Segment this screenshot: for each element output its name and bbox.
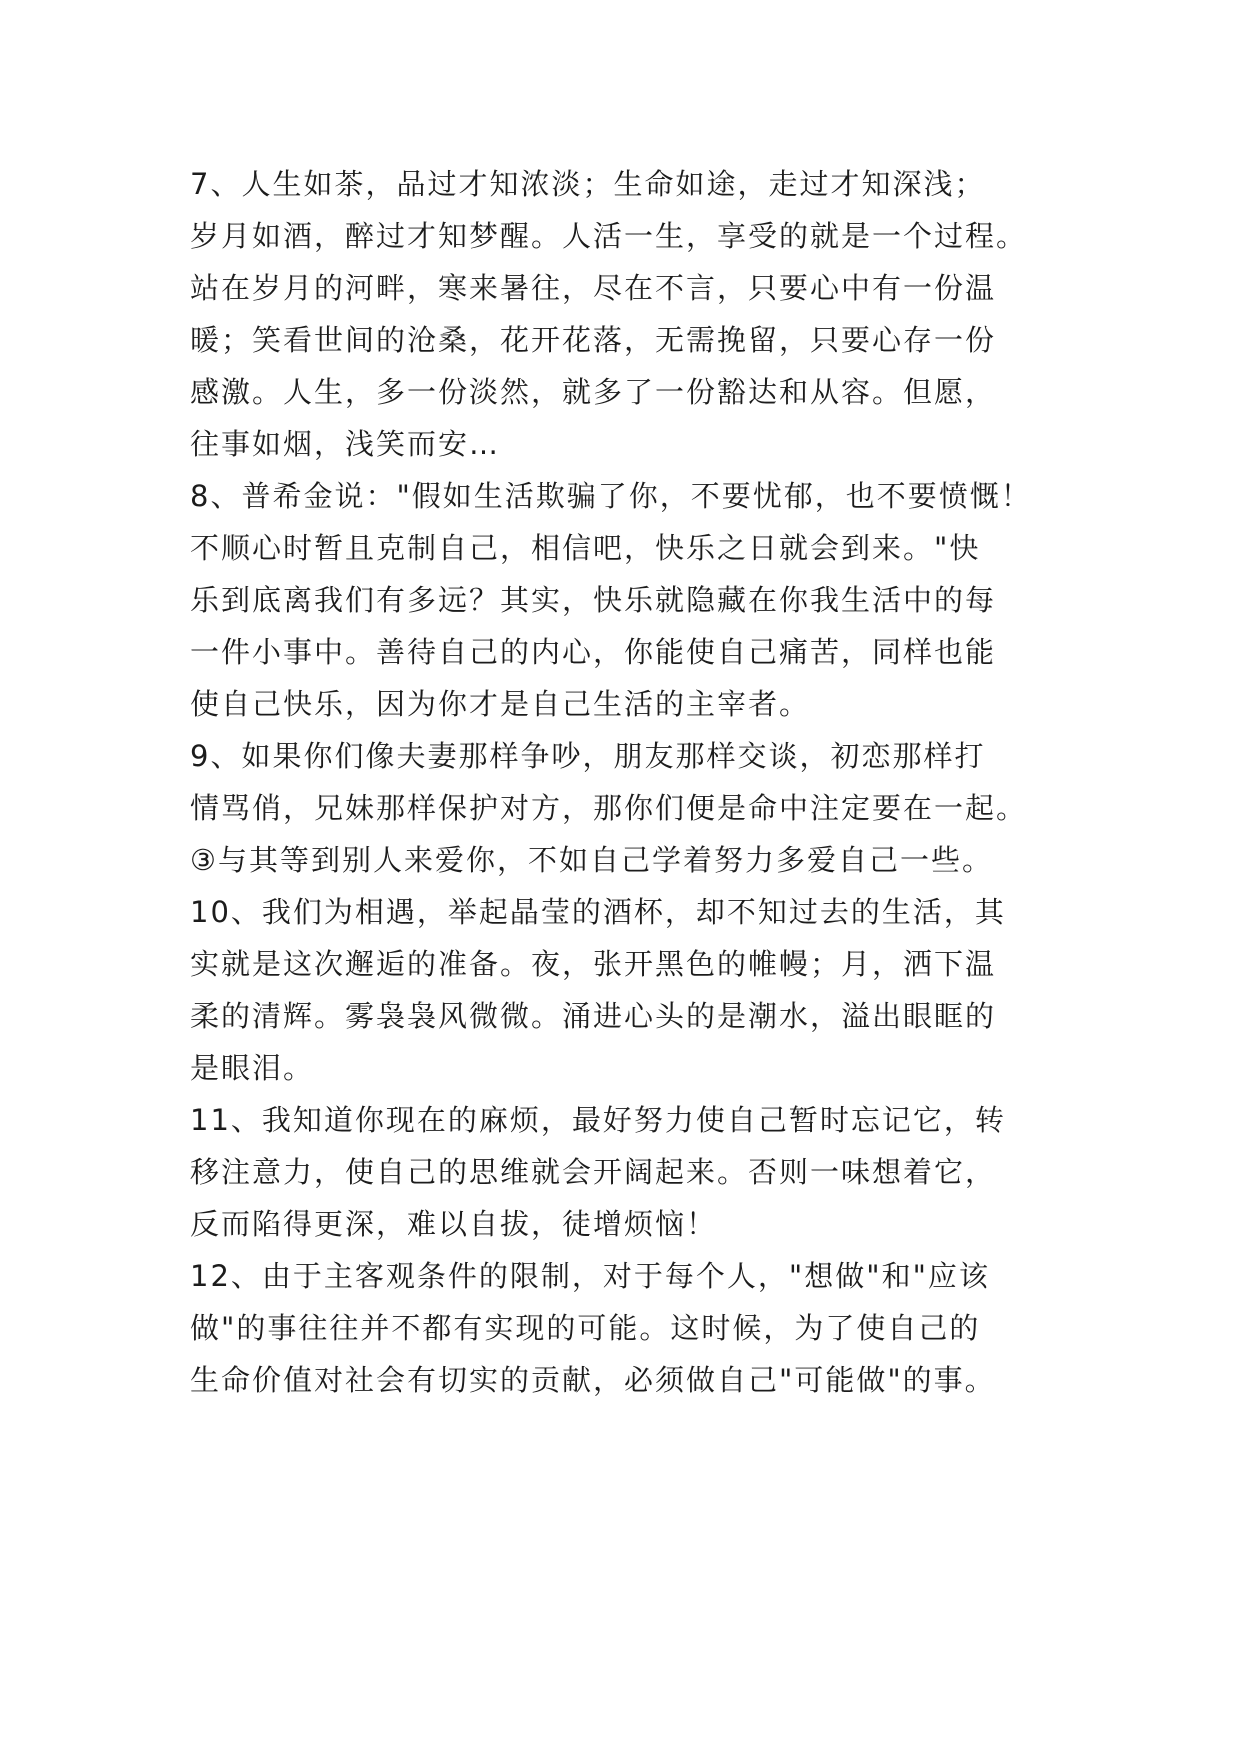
- text-line: 感激。人生，多一份淡然，就多了一份豁达和从容。但愿，: [190, 375, 997, 409]
- text-line: 是眼泪。: [190, 1051, 315, 1085]
- text-line: ③与其等到别人来爱你，不如自己学着努力多爱自己一些。: [190, 843, 993, 877]
- text-line: 7、人生如茶，品过才知浓淡；生命如途，走过才知深浅；: [190, 167, 986, 201]
- text-line: 使自己快乐，因为你才是自己生活的主宰者。: [190, 687, 811, 721]
- text-line: 柔的清辉。雾袅袅风微微。涌进心头的是潮水，溢出眼眶的: [190, 999, 997, 1033]
- text-line: 站在岁月的河畔，寒来暑往，尽在不言，只要心中有一份温: [190, 271, 997, 305]
- text-line: 暖；笑看世间的沧桑，花开花落，无需挽留，只要心存一份: [190, 323, 997, 357]
- text-line: 情骂俏，兄妹那样保护对方，那你们便是命中注定要在一起。: [190, 791, 1028, 825]
- text-line: 移注意力，使自己的思维就会开阔起来。否则一味想着它，: [190, 1155, 997, 1189]
- text-line: 10、我们为相遇，举起晶莹的酒杯，却不知过去的生活，其: [190, 895, 1006, 929]
- text-line: 反而陷得更深，难以自拔，徒增烦恼！: [190, 1207, 718, 1241]
- text-line: 12、由于主客观条件的限制，对于每个人，"想做"和"应该: [190, 1259, 990, 1293]
- text-line: 不顺心时暂且克制自己，相信吧，快乐之日就会到来。"快: [190, 531, 981, 565]
- text-line: 做"的事往往并不都有实现的可能。这时候，为了使自己的: [190, 1311, 981, 1345]
- text-line: 9、如果你们像夫妻那样争吵，朋友那样交谈，初恋那样打: [190, 739, 986, 773]
- document-body: [190, 158, 1090, 1406]
- text-line: 乐到底离我们有多远？其实，快乐就隐藏在你我生活中的每: [190, 583, 997, 617]
- text-line: 往事如烟，浅笑而安…: [190, 427, 501, 461]
- text-line: 一件小事中。善待自己的内心，你能使自己痛苦，同样也能: [190, 635, 997, 669]
- text-line: 11、我知道你现在的麻烦，最好努力使自己暂时忘记它，转: [190, 1103, 1006, 1137]
- text-line: 岁月如酒，醉过才知梦醒。人活一生，享受的就是一个过程。: [190, 219, 1028, 253]
- text-line: 实就是这次邂逅的准备。夜，张开黑色的帷幔；月，洒下温: [190, 947, 997, 981]
- text-line: 生命价值对社会有切实的贡献，必须做自己"可能做"的事。: [190, 1363, 996, 1397]
- text-line: 8、普希金说："假如生活欺骗了你，不要忧郁，也不要愤慨！: [190, 479, 1032, 513]
